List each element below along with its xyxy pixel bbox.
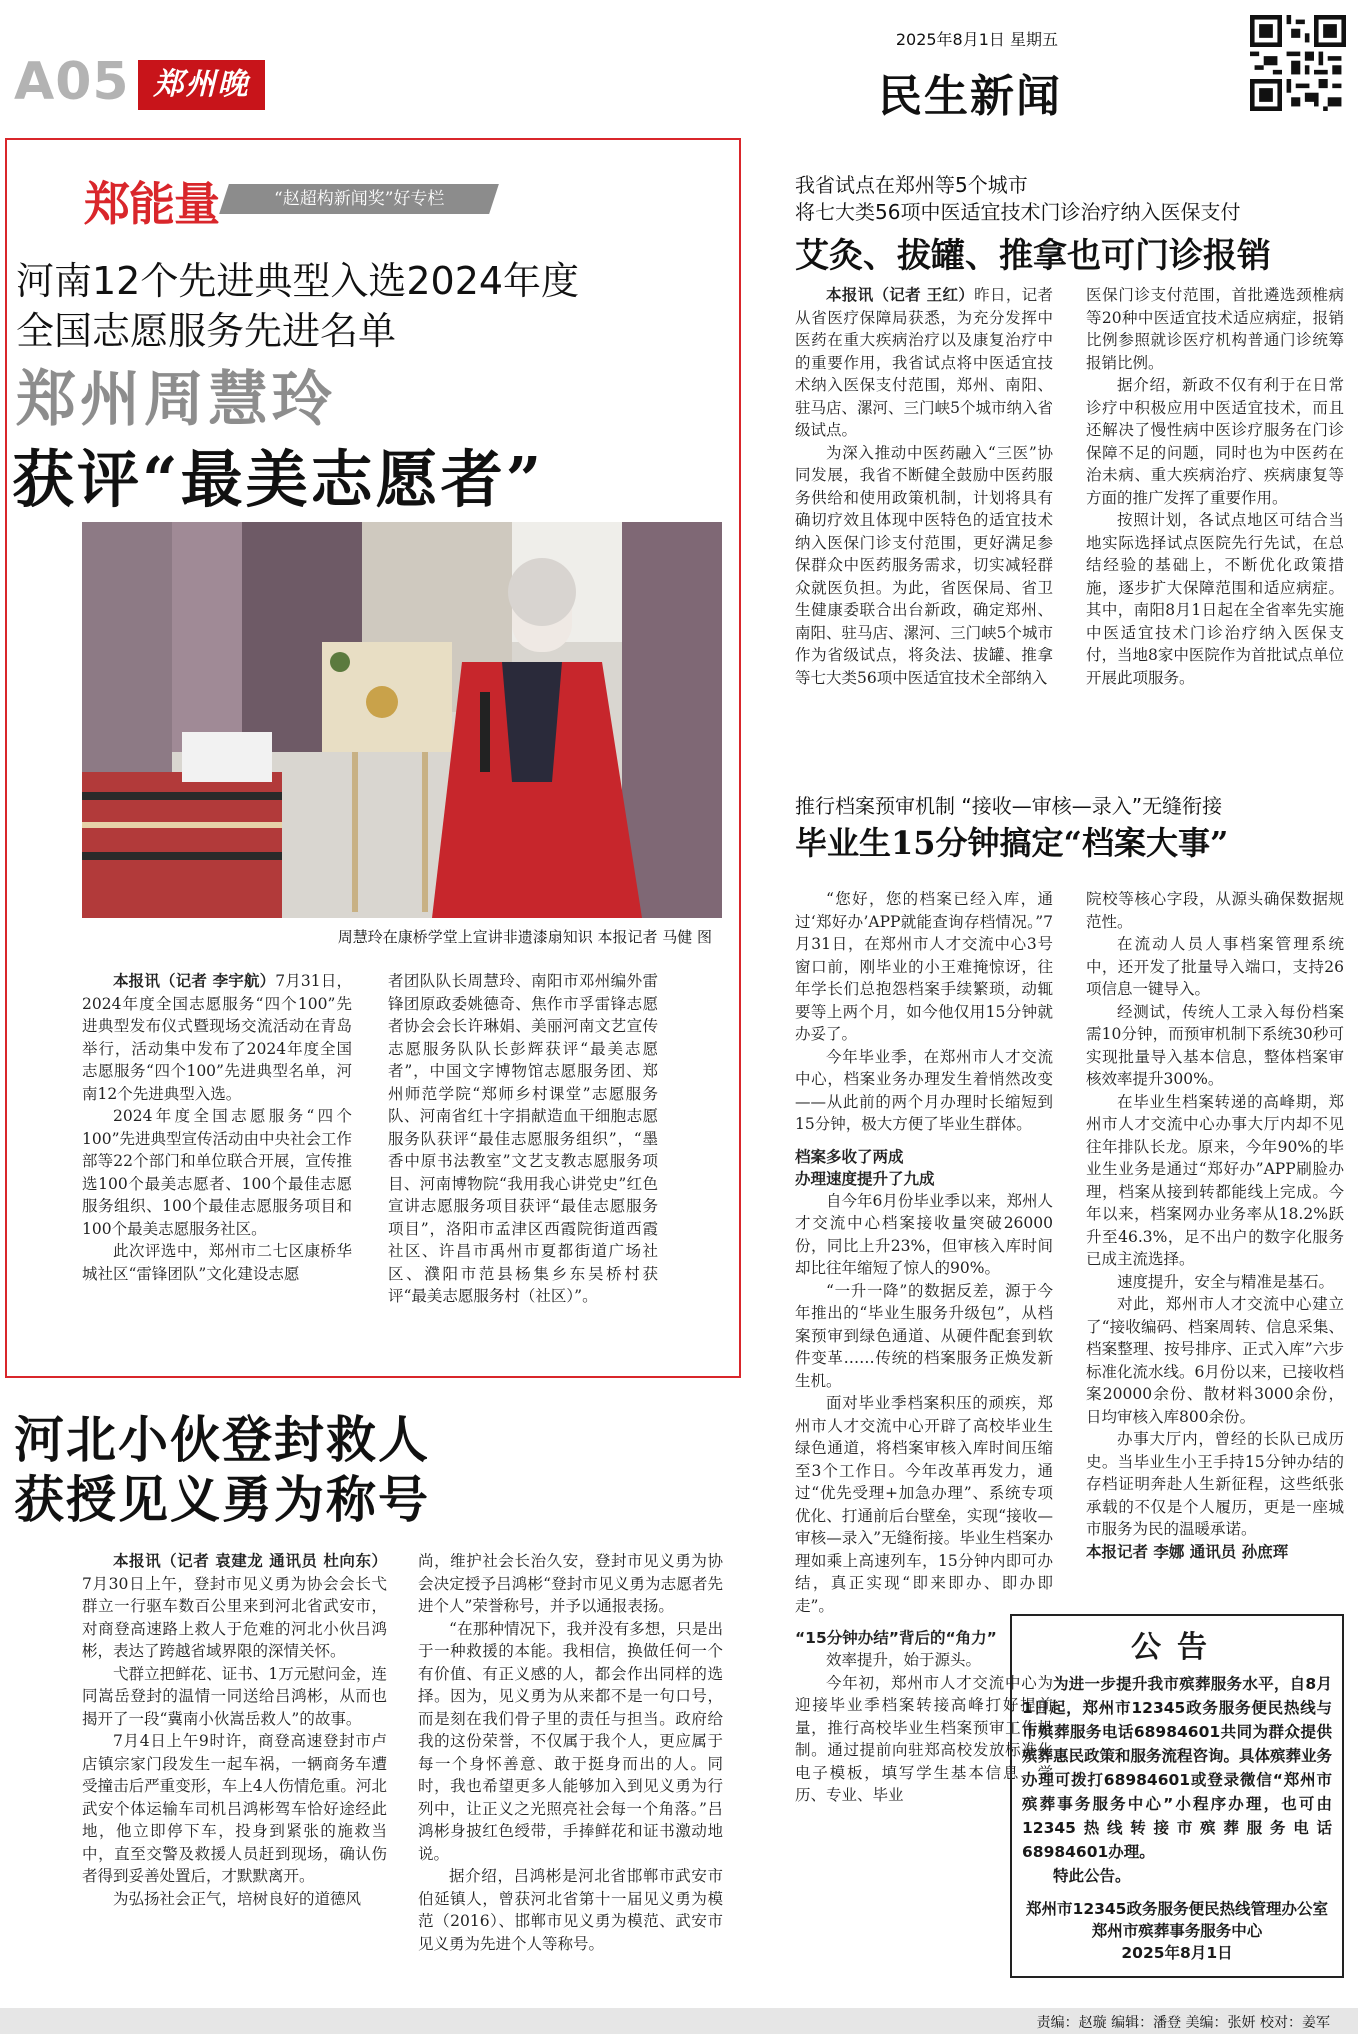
article4-byline: 本报记者 李娜 通讯员 孙庶珲: [1086, 1542, 1289, 1561]
article2-paragraph-text: 昨日，记者从省医疗保障局获悉，为充分发挥中医药在重大疾病治疗以及康复治疗中的重要作用，我省试点将中医适宜技术纳入医保支付范围，郑州、南阳、驻马店、漯河、三门峡5个城市纳入省级试点。: [795, 286, 1053, 439]
article4-subheading: 办理速度提升了九成: [795, 1169, 935, 1188]
article4-paragraph: 在流动人员人事档案管理系统中，还开发了批量导入端口，支持26项信息一键导入。: [1086, 935, 1344, 998]
article2-column-2: [1086, 284, 1344, 689]
article4-paragraph: 在毕业生档案转递的高峰期，郑州市人才交流中心办事大厅内却不见往年排队长龙。原来，今年90%的毕业生业务是通过“郑好办”APP刷脸办理，档案从接到转都能线上完成。今年以来，档案网办业务率从18.2%跃升至46.3%，足不出户的数字化服务已成主流选择。: [1086, 1092, 1344, 1268]
article3-paragraph: “在那种情况下，我并没有多想，只是出于一种救援的本能。我相信，换做任何一个有价值、有正义感的人，都会作出同样的选择。因为，见义勇为从来都不是一句口号，而是刻在我们骨子里的责任与担当。政府给我的这份荣誉，不仅属于我个人，更应属于每一个身怀善意、敢于挺身而出的人。同时，我也希望更多人能够加入到见义勇为行列中，让正义之光照亮社会每一个角落。”吕鸿彬身披红色绶带，手捧鲜花和证书激动地说。: [418, 1619, 723, 1863]
article4-kicker: 推行档案预审机制 “接收—审核—录入”无缝衔接: [795, 794, 1223, 818]
article4-title: 毕业生15分钟搞定“档案大事”: [795, 824, 1229, 862]
article2-paragraph: [795, 284, 1053, 442]
article1-title-line2: 获评“最美志愿者”: [12, 443, 545, 516]
article4-subheading: “15分钟办结”背后的“角力”: [795, 1629, 997, 1647]
article3-column-2: [418, 1550, 723, 1955]
article4-paragraph: “您好，您的档案已经入库，通过‘郑好办’APP就能查询存档情况。”7月31日，在郑州市人才交流中心3号窗口前，刚毕业的小王难掩惊讶，往年学长们总抱怨档案手续繁琐，动辄要等上两个月，如今他仅用15分钟就办妥了。: [795, 890, 1053, 1043]
article3-paragraph: 为弘扬社会正气，培树良好的道德风: [113, 1889, 362, 1908]
page-number: A05: [14, 52, 130, 112]
article3-paragraph: 弋群立把鲜花、证书、1万元慰问金，连同嵩岳登封的温情一同送给吕鸿彬，从而也揭开了一段“冀南小伙嵩岳救人”的故事。: [82, 1664, 387, 1728]
article2-paragraph: 按照计划，各试点地区可结合当地实际选择试点医院先行先试，在总结经验的基础上，不断优化政策措施，逐步扩大保障范围和适应病症。其中，南阳8月1日起在全省率先实施中医适宜技术门诊治疗纳入医保支付，当地8家中医院作为首批试点单位开展此项服务。: [1086, 511, 1344, 687]
volunteer-photo: [82, 522, 722, 918]
masthead-logo: 郑州晚报: [138, 60, 265, 110]
article2-paragraph: 据介绍，新政不仅有利于在日常诊疗中积极应用中医适宜技术，而且还解决了慢性病中医诊疗服务在门诊保障不足的问题，同时也为中医药在治未病、重大疾病治疗、疾病康复等方面的推广发挥了重要作用。: [1086, 376, 1344, 507]
article1-subtitle-line2: 全国志愿服务先进名单: [16, 309, 397, 353]
article1-paragraph: 此次评选中，郑州市二七区康桥华城社区“雷锋团队”文化建设志愿: [82, 1242, 352, 1283]
article4-paragraph: 今年毕业季，在郑州市人才交流中心，档案业务办理发生着悄然改变——从此前的两个月办理时长缩短到15分钟，极大方便了毕业生群体。: [795, 1047, 1053, 1133]
public-notice: [1010, 1614, 1344, 1978]
column-brand: 郑能量: [84, 177, 219, 231]
article2-paragraph: 医保门诊支付范围，首批遴选颈椎病等20种中医适宜技术适应病症，报销比例参照就诊医疗机构普通门诊统筹报销比例。: [1086, 286, 1344, 372]
issue-date: 2025年8月1日 星期五: [895, 30, 1058, 49]
notice-body: 为进一步提升我市殡葬服务水平，自8月1日起，郑州市12345政务服务便民热线与市殡葬服务电话68984601共同为群众提供殡葬惠民政策和服务流程咨询。具体殡葬业务办理可拨打68984601或登录微信“郑州市殡葬事务服务中心”小程序办理，也可由12345热线转接市殡葬服务电话68984601办理。: [1022, 1675, 1333, 1861]
article1-title-line1: 郑州周慧玲: [16, 365, 336, 435]
article1-byline: 本报讯（记者 李宇航）: [113, 972, 276, 990]
article3-paragraph: 尚，维护社会长治久安，登封市见义勇为协会决定授予吕鸿彬“登封市见义勇为志愿者先进个人”荣誉称号，并予以通报表扬。: [418, 1552, 723, 1615]
article2-column-1: [795, 284, 1053, 689]
article3-title: [14, 1410, 430, 1530]
article4-column-2: [1086, 888, 1344, 1563]
footer-credits: 责编：赵璇 编辑：潘登 美编：张妍 校对：姜军: [1036, 2015, 1330, 2031]
article2-kicker: [795, 172, 1240, 226]
article2-paragraph: 为深入推动中医药融入“三医”协同发展，我省不断健全鼓励中医药服务供给和使用政策机制，计划将具有确切疗效且体现中医特色的适宜技术纳入医保门诊支付范围，更好满足参保群众中医药服务需求，切实减轻群众就医负担。为此，省医保局、省卫生健康委联合出台新政，确定郑州、南阳、驻马店、漯河、三门峡5个城市作为省级试点，将灸法、拔罐、推拿等七大类56项中医适宜技术全部纳入: [795, 443, 1053, 687]
column-tag-label: “赵超构新闻奖”好专栏: [273, 189, 445, 209]
article1-subtitle: [16, 256, 736, 356]
article1-paragraph-text: 7月31日，2024年度全国志愿服务“四个100”先进典型发布仪式暨现场交流活动在青岛举行，活动集中发布了2024年度全国志愿服务“四个100”先进典型名单，河南12个先进典型入选。: [82, 972, 352, 1103]
article4-paragraph: 办事大厅内，曾经的长队已成历史。当毕业生小王手持15分钟办结的存档证明奔赴人生新征程，这些纸张承载的不仅是个人履历，更是一座城市服务为民的温暖承诺。: [1086, 1430, 1344, 1538]
article2-kicker-line1: 我省试点在郑州等5个城市: [795, 173, 1028, 197]
article2-title: 艾灸、拔罐、推拿也可门诊报销: [795, 236, 1271, 276]
article4-paragraph: “一升一降”的数据反差，源于今年推出的“毕业生服务升级包”，从档案预审到绿色通道、从硬件配套到软件变革……传统的档案服务正焕发新生机。: [795, 1281, 1053, 1390]
photo-caption: 周慧玲在康桥学堂上宣讲非遗漆扇知识 本报记者 马健 图: [337, 928, 712, 946]
notice-date: 2025年8月1日: [1121, 1944, 1233, 1962]
article1-paragraph: 者团队队长周慧玲、南阳市邓州编外雷锋团原政委姚德奇、焦作市孚雷锋志愿者协会会长许琳娟、美丽河南文艺宣传志愿服务队队长彭辉获评“最美志愿者”，中国文字博物馆志愿服务团、郑州师范学院“郑师乡村课堂”志愿服务队、河南省红十字捐献造血干细胞志愿服务队获评“最佳志愿服务组织”，“墨香中原书法教室”文艺支教志愿服务项目、河南博物院“我用我心讲党史”红色宣讲志愿服务项目获评“最佳志愿服务项目”，洛阳市孟津区西霞院街道西霞社区、许昌市禹州市夏都街道广场社区、濮阳市范县杨集乡东吴桥村获评“最美志愿服务村（社区）”。: [388, 972, 658, 1305]
article3-paragraph-text: 7月30日上午，登封市见义勇为协会会长弋群立一行驱车数百公里来到河北省武安市，对商登高速路上救人于危难的河北小伙吕鸿彬，表达了跨越省域界限的深情关怀。: [82, 1574, 387, 1660]
article1-column-2: [388, 970, 658, 1308]
article4-subheading: 档案多收了两成: [795, 1147, 904, 1166]
notice-closing: 特此公告。: [1053, 1867, 1131, 1885]
article4-paragraph: 自今年6月份毕业季以来，郑州人才交流中心档案接收量突破26000份，同比上升23%，但审核入库时间却比往年缩短了惊人的90%。: [795, 1191, 1053, 1277]
section-title: 民生新闻: [878, 71, 1062, 122]
notice-signature: [1022, 1898, 1332, 1964]
article4-paragraph: 速度提升，安全与精准是基石。: [1117, 1272, 1335, 1291]
article4-paragraph: 今年初，郑州市人才交流中心为迎接毕业季档案转接高峰打好提前量，推行高校毕业生档案预审工作机制。通过提前向驻郑高校发放标准化电子模板，填写学生基本信息、学历、专业、毕业: [795, 1673, 1053, 1804]
article1-subtitle-line1: 河南12个先进典型入选2024年度: [16, 259, 580, 303]
article3-title-line2: 获授见义勇为称号: [14, 1470, 430, 1529]
article3-paragraph: [82, 1550, 387, 1663]
article1-column-1: [82, 970, 352, 1285]
notice-signer-1: 郑州市12345政务服务便民热线管理办公室: [1026, 1900, 1328, 1918]
article4-paragraph: 对此，郑州市人才交流中心建立了“接收编码、档案周转、信息采集、档案整理、按号排序、正式入库”六步标准化流水线。6月份以来，已接收档案20000余份、散材料3000余份，日均审核入库800余份。: [1086, 1295, 1344, 1426]
article1-paragraph: [82, 970, 352, 1105]
article3-paragraph: 据介绍，吕鸿彬是河北省邯郸市武安市伯延镇人，曾获河北省第十一届见义勇为模范（2016）、邯郸市见义勇为模范、武安市见义勇为先进个人等称号。: [418, 1867, 723, 1953]
article3-title-line1: 河北小伙登封救人: [14, 1410, 430, 1469]
article4-paragraph: 院校等核心字段，从源头确保数据规范性。: [1086, 890, 1344, 931]
article4-paragraph: 效率提升，始于源头。: [826, 1651, 982, 1669]
article4-paragraph: 面对毕业季档案积压的顽疾，郑州市人才交流中心开辟了高校毕业生绿色通道，将档案审核入库时间压缩至3个工作日。今年改革再发力，通过“优先受理+加急办理”、系统专项优化、打通前后台壁垒，实现“接收—审核—录入”无缝衔接。毕业生档案办理如乘上高速列车，15分钟内即可办结，真正实现“即来即办、即办即走”。: [795, 1394, 1053, 1615]
qr-code-icon: [1250, 15, 1346, 111]
article2-kicker-line2: 将七大类56项中医适宜技术门诊治疗纳入医保支付: [795, 200, 1241, 224]
column-tag: [219, 184, 499, 214]
notice-title: 公告: [1131, 1630, 1223, 1665]
article4-paragraph: 经测试，传统人工录入每份档案需10分钟，而预审机制下系统30秒可实现批量导入基本信息，整体档案审核效率提升300%。: [1086, 1002, 1344, 1088]
article3-column-1: [82, 1550, 387, 1910]
notice-signer-2: 郑州市殡葬事务服务中心: [1091, 1922, 1263, 1940]
article2-byline: 本报讯（记者 王红）: [826, 286, 975, 304]
article1-paragraph: 2024年度全国志愿服务“四个100”先进典型宣传活动由中央社会工作部等22个部门和单位联合开展，宣传推选100个最美志愿者、100个最佳志愿服务组织、100个最佳志愿服务项目和100个最美志愿服务社区。: [82, 1107, 353, 1238]
article3-byline: 本报讯（记者 袁建龙 通讯员 杜向东）: [113, 1552, 387, 1570]
article3-paragraph: 7月4日上午9时许，商登高速登封市卢店镇宗家门段发生一起车祸，一辆商务车遭受撞击后严重变形，车上4人伤情危重。河北武安个体运输车司机吕鸿彬驾车恰好途经此地，他立即停下车，投身到紧张的施救当中，直至交警及救援人员赶到现场，确认伤者得到妥善处置后，才默默离开。: [82, 1732, 387, 1885]
